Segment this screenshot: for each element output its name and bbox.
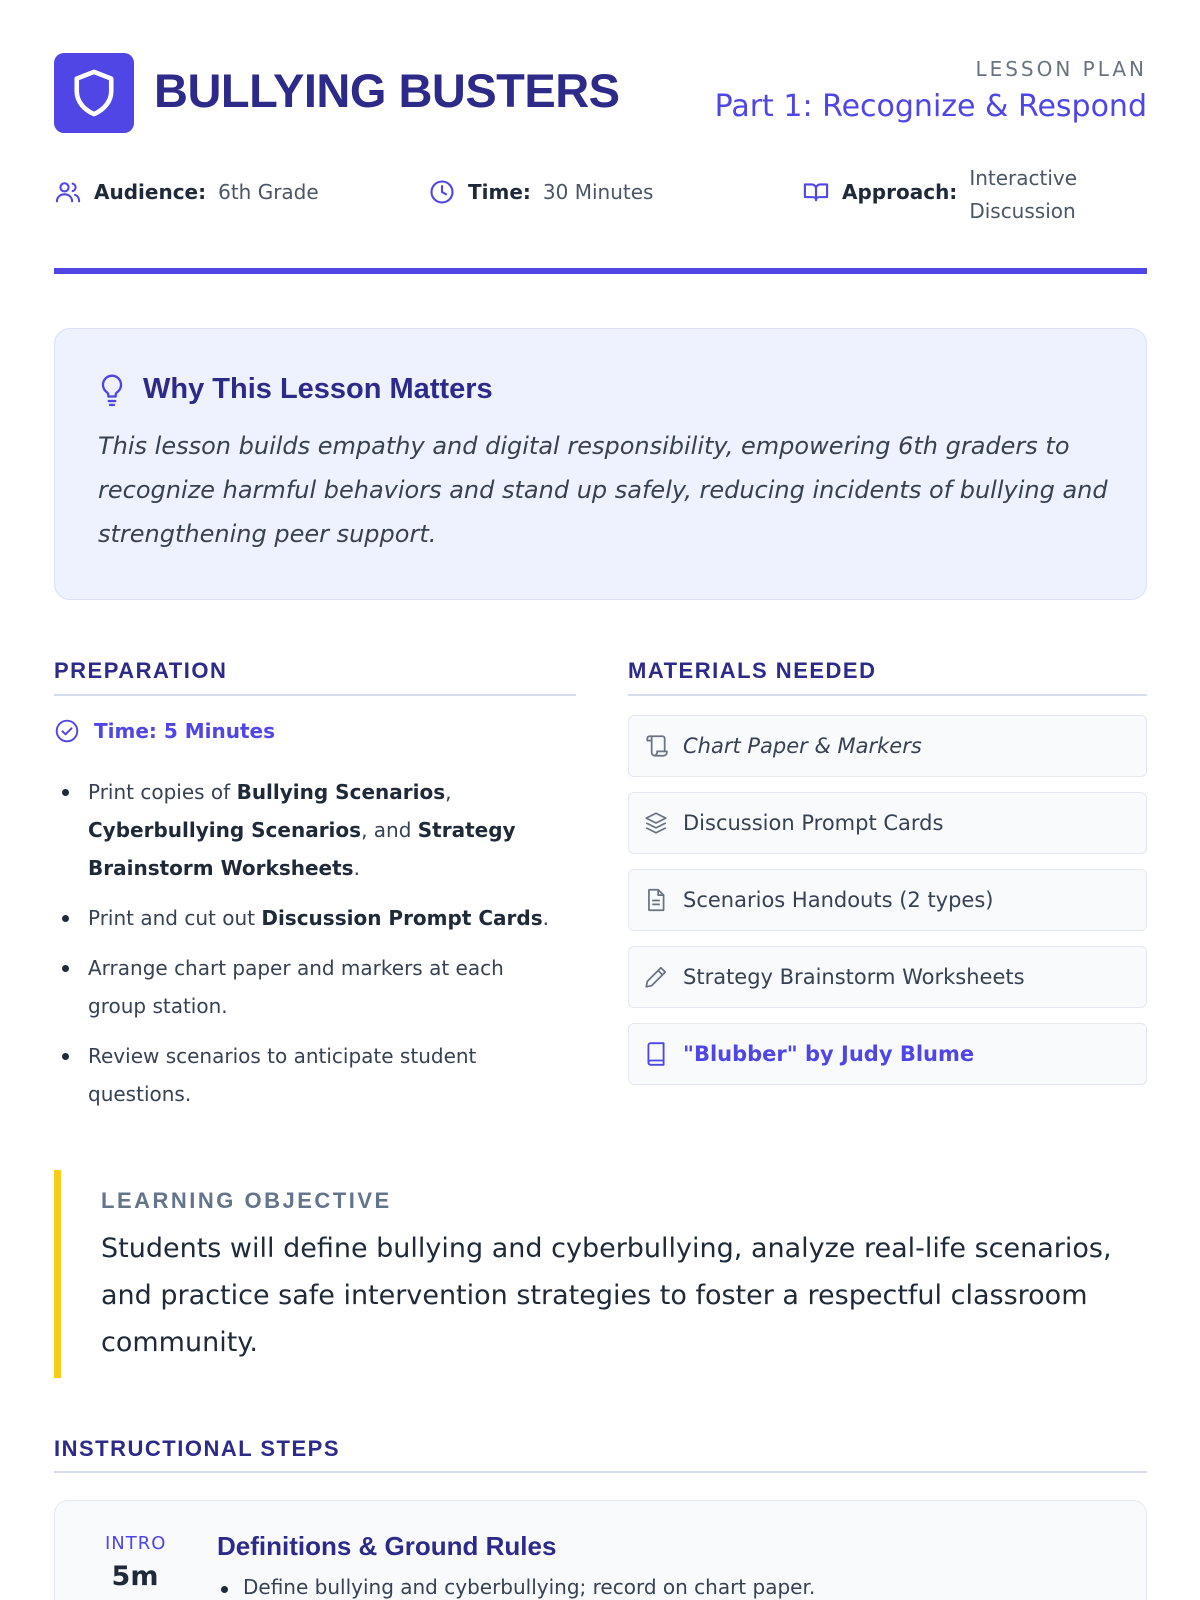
time-value: 30 Minutes bbox=[542, 180, 654, 204]
users-icon bbox=[54, 178, 82, 206]
meta-approach bbox=[802, 162, 1099, 232]
step-duration: 5m bbox=[111, 1561, 159, 1592]
materials-heading: MATERIALS NEEDED bbox=[628, 658, 877, 683]
meta-time bbox=[428, 162, 653, 232]
why-this-lesson-matters bbox=[54, 328, 1147, 600]
header bbox=[54, 53, 1147, 133]
steps-divider bbox=[54, 1471, 1147, 1473]
step-bullets bbox=[243, 1575, 815, 1599]
objective-label: LEARNING OBJECTIVE bbox=[101, 1188, 392, 1213]
time-label: Time: bbox=[468, 180, 531, 204]
scroll-icon bbox=[643, 733, 669, 759]
list-item: Define bullying and cyberbullying; record on chart paper. bbox=[243, 1575, 816, 1599]
material-item: Strategy Brainstorm Worksheets bbox=[628, 946, 1147, 1008]
pencil-icon bbox=[643, 964, 669, 990]
objective-text: Students will define bullying and cyberbullying, analyze real-life scenarios, and practice safe intervention strategies to foster a respectful classroom community. bbox=[101, 1233, 1112, 1358]
plan-label: LESSON PLAN bbox=[975, 57, 1147, 81]
materials-divider bbox=[628, 694, 1147, 696]
step-card-intro bbox=[54, 1500, 1147, 1600]
audience-label: Audience: bbox=[94, 180, 207, 204]
book-icon bbox=[643, 1041, 669, 1067]
plan-title: Part 1: Recognize & Respond bbox=[714, 89, 1147, 124]
material-item: Discussion Prompt Cards bbox=[628, 792, 1147, 854]
preparation-divider bbox=[54, 694, 576, 696]
list-item: Print and cut out Discussion Prompt Cards. bbox=[88, 899, 558, 937]
material-item: Scenarios Handouts (2 types) bbox=[628, 869, 1147, 931]
preparation-list bbox=[88, 773, 558, 1125]
list-item: Review scenarios to anticipate student questions. bbox=[88, 1037, 558, 1113]
why-text: This lesson builds empathy and digital responsibility, empowering 6th graders to recognize harmful behaviors and stand up safely, reducing incidents of bullying and strengthening peer support. bbox=[98, 432, 1108, 548]
step-title: Definitions & Ground Rules bbox=[217, 1531, 557, 1561]
why-title: Why This Lesson Matters bbox=[143, 373, 493, 405]
learning-objective bbox=[54, 1170, 1147, 1378]
approach-value: Interactive Discussion bbox=[969, 166, 1078, 223]
check-circle-icon bbox=[54, 718, 80, 744]
clock-icon bbox=[428, 178, 456, 206]
lightbulb-icon bbox=[99, 373, 125, 407]
preparation-heading: PREPARATION bbox=[54, 658, 228, 683]
preparation-time-text: Time: 5 Minutes bbox=[94, 719, 276, 743]
list-item: Print copies of Bullying Scenarios, Cyberbullying Scenarios, and Strategy Brainstorm Worksheets. bbox=[88, 773, 558, 887]
brand-title: BULLYING BUSTERS bbox=[154, 64, 620, 117]
meta-audience bbox=[54, 162, 319, 232]
approach-label: Approach: bbox=[842, 180, 958, 204]
audience-value: 6th Grade bbox=[218, 180, 319, 204]
step-tag: INTRO bbox=[105, 1533, 167, 1554]
objective-accent-bar bbox=[54, 1170, 61, 1378]
header-divider bbox=[54, 268, 1147, 274]
list-item: Arrange chart paper and markers at each group station. bbox=[88, 949, 558, 1025]
document-icon bbox=[643, 887, 669, 913]
material-item: Chart Paper & Markers bbox=[628, 715, 1147, 777]
lesson-plan-page bbox=[54, 0, 1147, 1600]
layers-icon bbox=[643, 810, 669, 836]
materials-list bbox=[628, 715, 1147, 1100]
steps-heading: INSTRUCTIONAL STEPS bbox=[54, 1436, 341, 1461]
material-item: "Blubber" by Judy Blume bbox=[628, 1023, 1147, 1085]
open-book-icon bbox=[802, 178, 830, 206]
shield-icon bbox=[54, 53, 134, 133]
preparation-time bbox=[54, 718, 275, 744]
